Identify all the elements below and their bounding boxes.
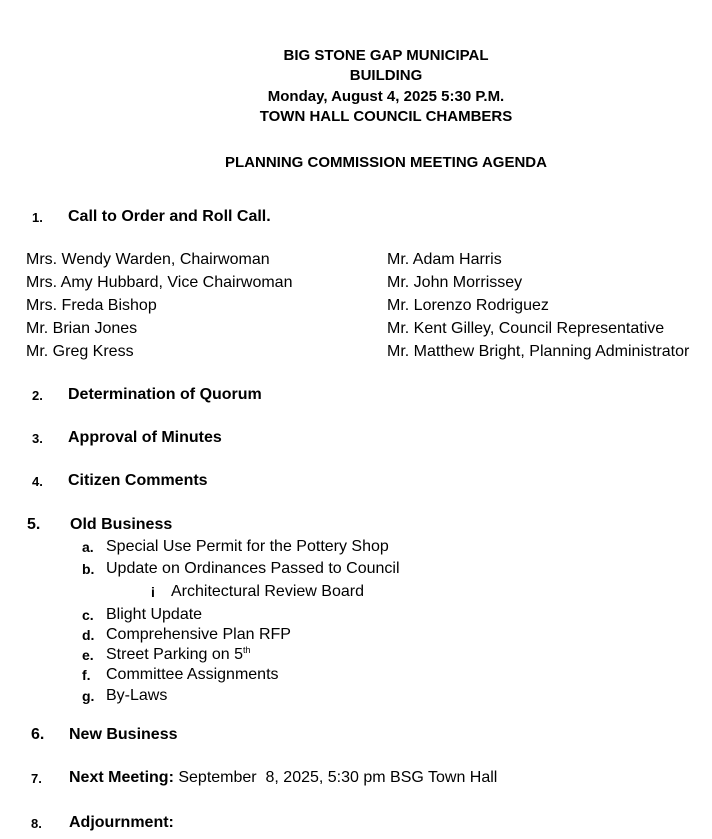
roll-call-member: Mrs. Amy Hubbard, Vice Chairwoman: [26, 274, 293, 291]
sub-item: Street Parking on 5th: [106, 645, 251, 663]
meeting-location: TOWN HALL COUNCIL CHAMBERS: [259, 108, 513, 125]
next-meeting-label: Next Meeting:: [69, 769, 174, 786]
item-number: 1.: [32, 210, 43, 225]
sub-item-letter: c.: [82, 607, 94, 623]
sub-item-letter: e.: [82, 647, 94, 663]
sub-item: By-Laws: [106, 687, 168, 704]
next-meeting-detail: September 8, 2025, 5:30 pm BSG Town Hall: [173, 769, 498, 786]
item-citizen-comments: Citizen Comments: [68, 472, 208, 489]
header-line-2: BUILDING: [349, 67, 423, 84]
roll-call-member: Mrs. Wendy Warden, Chairwoman: [26, 251, 270, 268]
sub-item-letter: a.: [82, 539, 94, 555]
superscript: th: [242, 645, 251, 655]
sub-item: Update on Ordinances Passed to Council: [106, 560, 400, 577]
item-number: 4.: [32, 474, 43, 489]
item-adjournment: Adjournment:: [69, 814, 174, 831]
item-call-to-order: Call to Order and Roll Call.: [68, 208, 271, 225]
sub-item: Committee Assignments: [106, 666, 279, 683]
sub-item-letter: d.: [82, 627, 95, 643]
sub-item-letter: g.: [82, 688, 95, 704]
header-line-1: BIG STONE GAP MUNICIPAL: [283, 47, 489, 64]
agenda-title: PLANNING COMMISSION MEETING AGENDA: [225, 154, 547, 171]
item-number: 6.: [31, 726, 45, 743]
sub-item-letter: f.: [82, 667, 91, 683]
roll-call-member: Mr. Greg Kress: [26, 343, 134, 360]
sub-sub-item-numeral: i: [151, 584, 155, 600]
roll-call-member: Mr. Adam Harris: [387, 251, 502, 268]
roll-call-member: Mrs. Freda Bishop: [26, 297, 157, 314]
item-number: 3.: [32, 431, 43, 446]
item-number: 8.: [31, 816, 42, 831]
item-number: 2.: [32, 388, 43, 403]
roll-call-member: Mr. Lorenzo Rodriguez: [387, 297, 549, 314]
roll-call-member: Mr. John Morrissey: [387, 274, 523, 291]
meeting-datetime: Monday, August 4, 2025 5:30 P.M.: [267, 88, 505, 105]
sub-item: Blight Update: [106, 606, 203, 623]
item-new-business: New Business: [69, 726, 178, 743]
item-number: 5.: [27, 516, 41, 533]
item-quorum: Determination of Quorum: [68, 386, 262, 403]
sub-item-letter: b.: [82, 561, 95, 577]
sub-sub-item: Architectural Review Board: [171, 583, 364, 600]
roll-call-member: Mr. Matthew Bright, Planning Administrator: [387, 343, 690, 360]
item-old-business: Old Business: [70, 516, 173, 533]
item-minutes: Approval of Minutes: [68, 429, 222, 446]
sub-item: Comprehensive Plan RFP: [106, 626, 291, 643]
item-next-meeting: [69, 769, 497, 787]
sub-item: Special Use Permit for the Pottery Shop: [106, 538, 389, 555]
roll-call-member: Mr. Kent Gilley, Council Representative: [387, 320, 665, 337]
item-number: 7.: [31, 771, 42, 786]
roll-call-member: Mr. Brian Jones: [26, 320, 138, 337]
